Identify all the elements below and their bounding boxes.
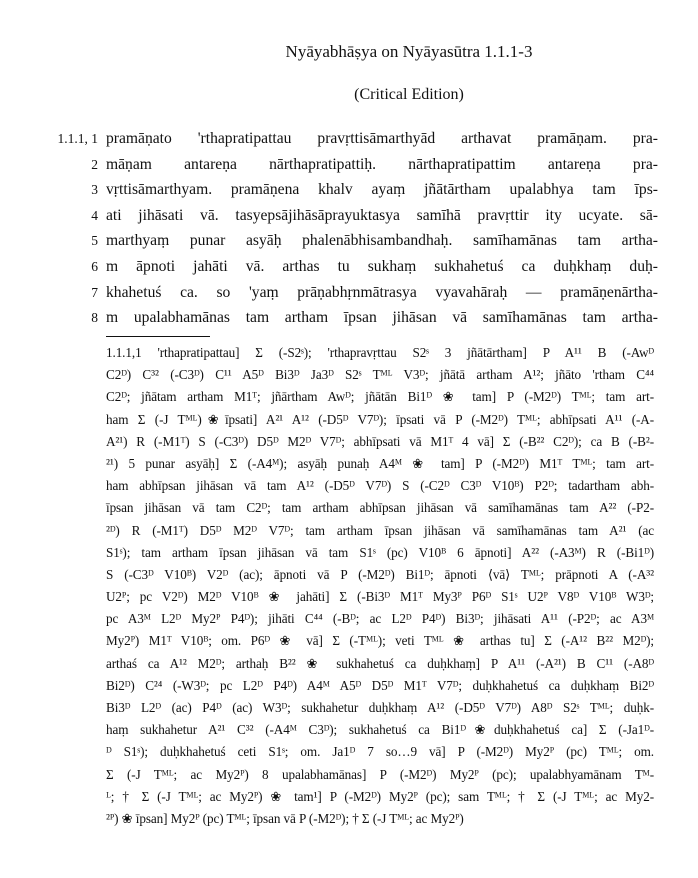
- apparatus-line: ᴸ; † Σ (-J Tᴹᴸ; ac My2ᴾ) ❀ tam¹] P (-M2ᴰ) My2ᴾ (pc); sam Tᴹᴸ; † Σ (-J Tᴹᴸ; ac My2-: [106, 788, 654, 804]
- text-line: [0, 203, 698, 229]
- apparatus-line: ²ᴾ) ❀ īpsan] My2ᴾ (pc) Tᴹᴸ; īpsan vā P (-M2ᴰ); † Σ (-J Tᴹᴸ; ac My2ᴾ): [106, 810, 464, 826]
- apparatus-line: ham abhīpsan jihāsan vā tam A¹² (-D5ᴰ V7ᴰ) S (-C2ᴰ C3ᴰ V10ᴮ) P2ᴰ; tadartham abh-: [106, 478, 654, 494]
- text-line: [0, 152, 698, 178]
- text-line: [0, 254, 698, 280]
- text-line: [0, 280, 698, 306]
- critical-apparatus: [106, 342, 654, 830]
- line-number: 5: [91, 233, 98, 249]
- text-line: [0, 126, 698, 152]
- page-subtitle: (Critical Edition): [354, 86, 464, 103]
- apparatus-line: ²¹) 5 punar asyāḥ] Σ (-A4ᴹ); asyāḥ punaḥ A4ᴹ ❀ tam] P (-M2ᴰ) M1ᵀ Tᴹᴸ; tam art-: [106, 455, 654, 471]
- footnote-rule: [106, 336, 210, 337]
- apparatus-line: S1ˢ); tam artham īpsan jihāsan vā tam S1ˢ (pc) V10ᴮ 6 āpnoti] A²² (-A3ᴹ) R (-Bi1ᴰ): [106, 544, 654, 560]
- page-title: Nyāyabhāṣya on Nyāyasūtra 1.1.1-3: [285, 42, 533, 61]
- apparatus-line: pc A3ᴹ L2ᴰ My2ᴾ P4ᴰ); jihāti C⁴⁴ (-Bᴰ; ac L2ᴰ P4ᴰ) Bi3ᴰ; jihāsati A¹¹ (-P2ᴰ; ac A3ᴹ: [106, 611, 654, 627]
- apparatus-line: A²¹) R (-M1ᵀ) S (-C3ᴰ) D5ᴰ M2ᴰ V7ᴰ; abhīpsati vā M1ᵀ 4 vā] Σ (-B²² C2ᴰ); ca B (-B²-: [106, 433, 654, 449]
- apparatus-line: Bi3ᴰ L2ᴰ (ac) P4ᴰ (ac) W3ᴰ; sukhahetur duḥkhaṃ A¹² (-D5ᴰ V7ᴰ) A8ᴰ S2ˢ Tᴹᴸ; duḥk-: [106, 700, 654, 715]
- text-line: [0, 305, 698, 331]
- line-number: 1.1.1, 1: [57, 131, 98, 146]
- apparatus-line: Bi2ᴰ) C²⁴ (-W3ᴰ; pc L2ᴰ P4ᴰ) A4ᴹ A5ᴰ D5ᴰ M1ᵀ V7ᴰ; duḥkhahetuś ca duḥkhaṃ Bi2ᴰ: [106, 677, 654, 693]
- line-text: māṇam antareṇa nārthapratipattiḥ. nārthapratipattim antareṇa pra-: [106, 155, 658, 173]
- line-number: 3: [91, 182, 98, 198]
- line-number: 4: [91, 207, 98, 223]
- main-text: [0, 126, 698, 331]
- apparatus-line: My2ᴾ) M1ᵀ V10ᴮ; om. P6ᴰ ❀ vā] Σ (-Tᴹᴸ); veti Tᴹᴸ ❀ arthas tu] Σ (-A¹² B²² M2ᴰ);: [106, 633, 654, 649]
- line-text: khahetuś ca. so 'yaṃ prāṇabhṛnmātrasya vyavahāraḥ — pramāṇenārtha-: [106, 283, 658, 301]
- apparatus-line: U2ᴾ; pc V2ᴰ) M2ᴰ V10ᴮ ❀ jahāti] Σ (-Bi3ᴰ M1ᵀ My3ᴾ P6ᴰ S1ˢ U2ᴾ V8ᴰ V10ᴮ W3ᴰ;: [106, 589, 654, 605]
- apparatus-line: ham Σ (-J Tᴹᴸ)❀īpsati] A²¹ A¹² (-D5ᴰ V7ᴰ); īpsati vā P (-M2ᴰ) Tᴹᴸ; abhīpsati A¹¹ (-A-: [106, 411, 654, 427]
- line-number: 8: [91, 310, 98, 326]
- line-number: 2: [91, 156, 98, 172]
- apparatus-line: C2ᴰ; jñātam artham M1ᵀ; jñārtham Awᴰ; jñātān Bi1ᴰ ❀ tam] P (-M2ᴰ) Tᴹᴸ; tam art-: [106, 389, 654, 405]
- apparatus-line: Σ (-J Tᴹᴸ; ac My2ᴾ) 8 upalabhamānas] P (-M2ᴰ) My2ᴾ (pc); upalabhyamānam Tᴹ-: [106, 766, 654, 782]
- apparatus-line: S (-C3ᴰ V10ᴮ) V2ᴰ (ac); āpnoti vā P (-M2ᴰ) Bi1ᴰ; āpnoti ⟨vā⟩ Tᴹᴸ; prāpnoti A (-A³²: [106, 566, 654, 582]
- line-text: pramāṇato 'rthapratipattau pravṛttisāmarthyād arthavat pramāṇam. pra-: [106, 130, 658, 147]
- line-number: 7: [91, 284, 98, 300]
- line-text: vṛttisāmarthyam. pramāṇena khalv ayaṃ jñātārtham upalabhya tam īps-: [106, 181, 658, 199]
- line-text: m upalabhamānas tam artham īpsan jihāsan vā samīhamānas tam artha-: [106, 309, 658, 327]
- apparatus-line: ᴰ S1ˢ); duḥkhahetuś ceti S1ˢ; om. Ja1ᴰ 7 so…9 vā] P (-M2ᴰ) My2ᴾ (pc) Tᴹᴸ; om.: [106, 744, 654, 760]
- apparatus-line: ²ᴰ) R (-M1ᵀ) D5ᴰ M2ᴰ V7ᴰ; tam artham īpsan jihāsan vā samīhamānas tam A²¹ (ac: [106, 522, 654, 538]
- text-line: [0, 177, 698, 203]
- apparatus-line: arthaś ca A¹² M2ᴰ; arthaḥ B²² ❀ sukhahetuś ca duḥkhaṃ] P A¹¹ (-A²¹) B C¹¹ (-A8ᴰ: [106, 655, 654, 671]
- line-text: ati jihāsati vā. tasyepsājihāsāprayuktasya samīhā pravṛttir ity ucyate. sā-: [106, 206, 658, 224]
- apparatus-line: 1.1.1,1 'rthapratipattau] Σ (-S2ˢ); 'rthapravṛttau S2ˢ 3 jñātārtham] P A¹¹ B (-Awᴰ: [106, 345, 654, 360]
- line-text: marthyaṃ punar asyāḥ phalenābhisambandhaḥ. samīhamānas tam artha-: [106, 232, 658, 250]
- text-line: [0, 228, 698, 254]
- apparatus-line: C2ᴰ) C³² (-C3ᴰ) C¹¹ A5ᴰ Bi3ᴰ Ja3ᴰ S2ˢ Tᴹᴸ V3ᴰ; jñātā artham A¹²; jñāto 'rtham C⁴⁴: [106, 367, 654, 383]
- line-text: m āpnoti jahāti vā. arthas tu sukhaṃ sukhahetuś ca duḥkhaṃ duḥ-: [106, 257, 658, 275]
- apparatus-line: haṃ sukhahetur A²¹ C³² (-A4ᴹ C3ᴰ); sukhahetuś ca Bi1ᴰ❀duḥkhahetuś ca] Σ (-Ja1ᴰ-: [106, 722, 654, 738]
- apparatus-line: īpsan jihāsan vā tam C2ᴰ; tam artham abhīpsan jihāsan vā samīhamānas tam A²² (-P2-: [106, 500, 654, 516]
- line-number: 6: [91, 258, 98, 274]
